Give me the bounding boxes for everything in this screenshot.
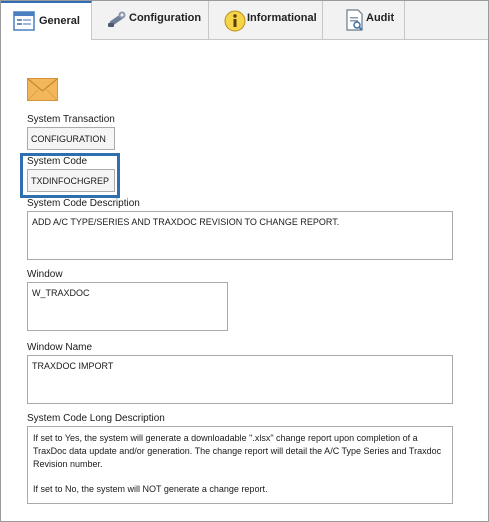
tab-audit-label: Audit xyxy=(366,12,395,24)
tab-bar xyxy=(1,1,488,40)
general-panel xyxy=(1,40,488,521)
form-icon xyxy=(13,11,35,34)
long-description-label: System Code Long Description xyxy=(27,413,165,424)
system-transaction-field[interactable]: CONFIGURATION xyxy=(27,127,115,150)
system-code-field[interactable]: TXDINFOCHGREP xyxy=(27,169,115,192)
system-transaction-label: System Transaction xyxy=(27,114,115,125)
tab-configuration-label: Configuration xyxy=(129,12,202,24)
window-name-label: Window Name xyxy=(27,342,93,353)
tab-informational-label: Informational xyxy=(247,12,317,24)
system-code-description-label: System Code Description xyxy=(27,198,140,209)
tab-configuration[interactable] xyxy=(92,1,209,39)
window-field[interactable]: W_TRAXDOC xyxy=(27,282,228,331)
info-icon xyxy=(224,10,246,35)
long-description-paragraph: If set to No, the system will NOT generate a change report. xyxy=(33,484,268,494)
long-description-paragraph: If set to Yes, the system will generate a downloadable ".xlsx" change report upon completion of a TraxDoc data update and/or generation. The change report will detail the A/C Type Series and Traxdoc Revision number. xyxy=(33,433,442,469)
audit-document-icon xyxy=(345,9,365,34)
system-code-label: System Code xyxy=(27,156,88,167)
system-code-description-field[interactable]: ADD A/C TYPE/SERIES AND TRAXDOC REVISION TO CHANGE REPORT. xyxy=(27,211,453,260)
window-name-field[interactable]: TRAXDOC IMPORT xyxy=(27,355,453,404)
tools-icon xyxy=(106,9,128,32)
tab-audit[interactable] xyxy=(323,1,405,39)
window-label: Window xyxy=(27,269,63,280)
tab-general-label: General xyxy=(39,15,80,27)
tab-informational[interactable] xyxy=(209,1,323,39)
long-description-field[interactable] xyxy=(27,426,453,504)
envelope-icon xyxy=(27,78,58,104)
tab-general[interactable] xyxy=(1,1,92,40)
